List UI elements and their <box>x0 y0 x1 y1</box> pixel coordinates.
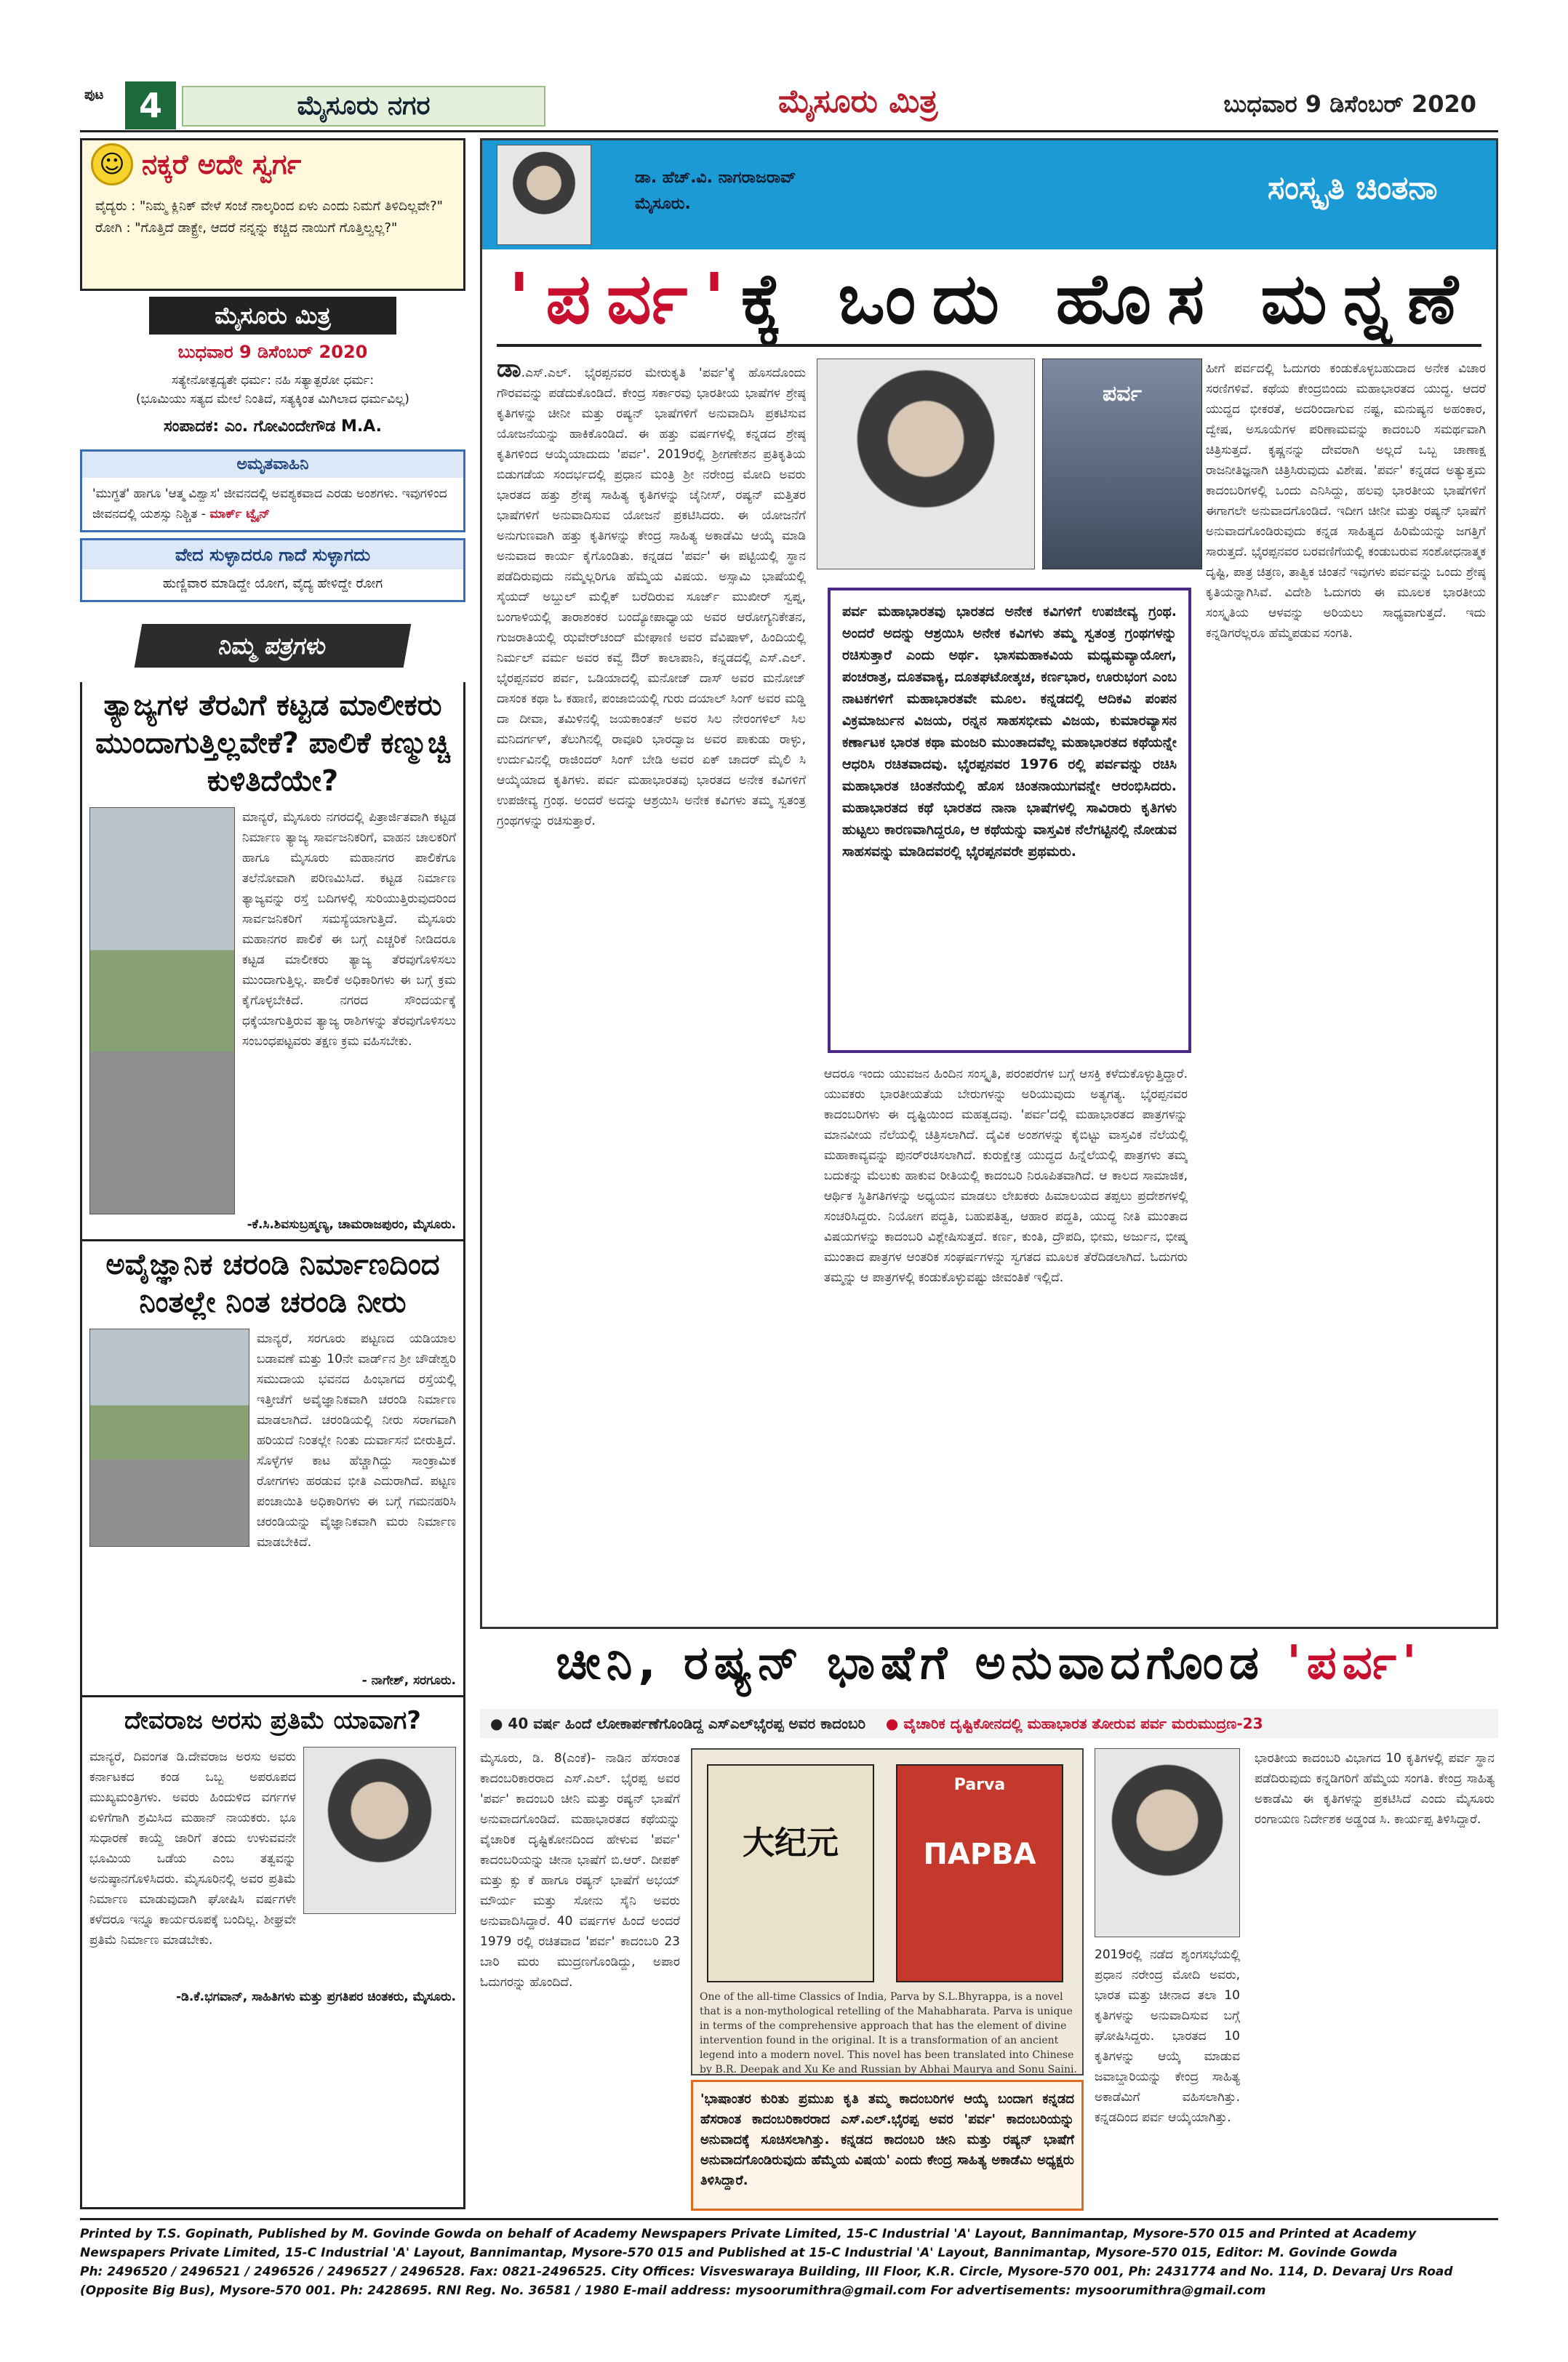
laughing-face-icon: ☺ <box>91 143 133 185</box>
proverb-box-title: ವೇದ ಸುಳ್ಳಾದರೂ ಗಾದೆ ಸುಳ್ಳಾಗದು <box>82 540 463 569</box>
imprint-line: Ph: 2496520 / 2496521 / 2496526 / 2496527 / 2496528. Fax: 0821-2496525. City Offices: Visveswaraya Building, III Floor, K.R. Circle, Mysore-570 001, Ph: 2431774 and No. 114, D. Devaraj Urs Road (Opposite Big Bus), Mysore-570 001. Ph: 2428695. RNI Reg. No. 36581 / 1980 E-mail address: mysoorumithra@gmail.com For advertisements: mysoorumithra@gmail.com <box>80 2265 1453 2298</box>
article-column-2: ಆದರೂ ಇಂದು ಯುವಜನ ಹಿಂದಿನ ಸಂಸ್ಕೃತಿ, ಪರಂಪರೆಗಳ ಬಗ್ಗೆ ಆಸಕ್ತಿ ಕಳೆದುಕೊಳ್ಳುತ್ತಿದ್ದಾರೆ. ಯುವಕರು ಭಾರತೀಯತೆಯ ಬೇರುಗಳನ್ನು ಅರಿಯುವುದು ಅತ್ಯಗತ್ಯ. ಭೈರಪ್ಪನವರ ಕಾದಂಬರಿಗಳು ಈ ದೃಷ್ಟಿಯಿಂದ ಮಹತ್ವದವು. 'ಪರ್ವ'ದಲ್ಲಿ ಮಹಾಭಾರತದ ಪಾತ್ರಗಳನ್ನು ಮಾನವೀಯ ನೆಲೆಯಲ್ಲಿ ಚಿತ್ರಿಸಲಾಗಿದೆ. ದೈವಿಕ ಅಂಶಗಳನ್ನು ಕೈಬಿಟ್ಟು ವಾಸ್ತವಿಕ ನೆಲೆಯಲ್ಲಿ ಮಹಾಕಾವ್ಯವನ್ನು ಪುನರ್‌ರಚಿಸಲಾಗಿದೆ. ಕುರುಕ್ಷೇತ್ರ ಯುದ್ಧದ ಹಿನ್ನೆಲೆಯಲ್ಲಿ ಪಾತ್ರಗಳು ತಮ್ಮ ಬದುಕನ್ನು ಮೆಲುಕು ಹಾಕುವ ರೀತಿಯಲ್ಲಿ ಕಾದಂಬರಿ ನಿರೂಪಿತವಾಗಿದೆ. ಆ ಕಾಲದ ಸಾಮಾಜಿಕ, ಆರ್ಥಿಕ ಸ್ಥಿತಿಗತಿಗಳನ್ನು ಅಧ್ಯಯನ ಮಾಡಲು ಲೇಖಕರು ಹಿಮಾಲಯದ ತಪ್ಪಲು ಪ್ರದೇಶಗಳಲ್ಲಿ ಸಂಚರಿಸಿದ್ದರು. ನಿಯೋಗ ಪದ್ಧತಿ, ಬಹುಪತಿತ್ವ, ಆಹಾರ ಪದ್ಧತಿ, ಯುದ್ಧ ನೀತಿ ಮುಂತಾದ ವಿಷಯಗಳನ್ನು ಕಾದಂಬರಿ ವಿಶ್ಲೇಷಿಸುತ್ತದೆ. ಕರ್ಣ, ಕುಂತಿ, ದ್ರೌಪದಿ, ಭೀಮ, ಅರ್ಜುನ, ಭೀಷ್ಮ ಮುಂತಾದ ಪಾತ್ರಗಳ ಆಂತರಿಕ ಸಂಘರ್ಷಗಳನ್ನು ಸ್ವಗತದ ಮೂಲಕ ತೆರೆದಿಡಲಾಗಿದೆ. ಓದುಗರು ತಮ್ಮನ್ನು ಆ ಪಾತ್ರಗಳಲ್ಲಿ ಕಂಡುಕೊಳ್ಳುವಷ್ಟು ಜೀವಂತಿಕೆ ಇಲ್ಲಿದೆ. <box>824 1067 1188 1285</box>
imprint-footer <box>80 2218 1498 2300</box>
letter-headline: ಅವೈಜ್ಞಾನಿಕ ಚರಂಡಿ ನಿರ್ಮಾಣದಿಂದ ನಿಂತಲ್ಲೇ ನಿಂತ ಚರಂಡಿ ನೀರು <box>82 1239 463 1326</box>
quote-of-day-box <box>80 449 465 532</box>
letter-signature: -ಕೆ.ಸಿ.ಶಿವಸುಬ್ರಹ್ಮಣ್ಯ, ಚಾಮರಾಜಪುರಂ, ಮೈಸೂರು. <box>247 1217 456 1232</box>
article-title-highlight: 'ಪರ್ವ' <box>508 258 741 340</box>
book-caption: One of the all-time Classics of India, Parva by S.L.Bhyrappa, is a novel that is a non-mythological retelling of the Mahabharata. Parva is unique in terms of the comprehensive approach that has the element of divine intervention found in the original. It is a transformation of an ancient legend into a modern novel. This novel has been translated into Chinese by B.R. Deepak and Xu Ke and Russian by Abhai Maurya and Sonu Saini. <box>700 1991 1077 2075</box>
mini-masthead-date: ಬುಧವಾರ 9 ಡಿಸೆಂಬರ್ 2020 <box>177 342 368 362</box>
dropcap: ಡಾ <box>497 359 521 383</box>
author-name: ಡಾ. ಹೆಚ್.ವಿ. ನಾಗರಾಜರಾವ್ <box>635 169 796 187</box>
article-title-rest: ಕ್ಕೆ ಒಂದು ಹೊಸ ಮನ್ನಣೆ <box>740 258 1474 340</box>
letters-section <box>80 682 465 2209</box>
letter-signature: -ಡಿ.ಕೆ.ಭಗವಾನ್, ಸಾಹಿತಿಗಳು ಮತ್ತು ಪ್ರಗತಿಪರ ಚಿಂತಕರು, ಮೈಸೂರು. <box>176 1990 456 2004</box>
kicker-item: ● ವೈಚಾರಿಕ ದೃಷ್ಟಿಕೋನದಲ್ಲಿ ಮಹಾಭಾರತ ತೋರುವ ಪರ್ವ ಮರುಮುದ್ರಣ-23 <box>885 1715 1263 1732</box>
translation-column-2: 2019ರಲ್ಲಿ ನಡೆದ ಶೃಂಗಸಭೆಯಲ್ಲಿ ಪ್ರಧಾನ ನರೇಂದ್ರ ಮೋದಿ ಅವರು, ಭಾರತ ಮತ್ತು ಚೀನಾದ ತಲಾ 10 ಕೃತಿಗಳನ್ನು ಅನುವಾದಿಸುವ ಬಗ್ಗೆ ಘೋಷಿಸಿದ್ದರು. ಭಾರತದ 10 ಕೃತಿಗಳನ್ನು ಆಯ್ಕೆ ಮಾಡುವ ಜವಾಬ್ದಾರಿಯನ್ನು ಕೇಂದ್ರ ಸಾಹಿತ್ಯ ಅಕಾಡೆಮಿಗೆ ವಹಿಸಲಾಗಿತ್ತು. ಕನ್ನಡದಿಂದ ಪರ್ವ ಆಯ್ಕೆಯಾಗಿತ್ತು. <box>1095 1947 1240 2125</box>
quote-author: ಮಾರ್ಕ್ ಟ್ವೈನ್ <box>209 507 271 521</box>
article-title <box>497 258 1486 341</box>
section-name: ಮೈಸೂರು ನಗರ <box>182 86 545 127</box>
column-name: ಸಂಸ್ಕೃತಿ ಚಿಂತನಾ <box>1268 169 1438 207</box>
translation-title-main: ಚೀನಿ, ರಷ್ಯನ್ ಭಾಷೆಗೆ ಅನುವಾದಗೊಂಡ <box>556 1636 1265 1690</box>
joke-text <box>82 188 463 247</box>
parva-book-cover: ಪರ್ವ <box>1042 359 1202 569</box>
article-text: .ಎಸ್.ಎಲ್. ಭೈರಪ್ಪನವರ ಮೇರುಕೃತಿ 'ಪರ್ವ'ಕ್ಕೆ ಹೊಸದೊಂದು ಗೌರವವನ್ನು ಪಡೆದುಕೊಂಡಿದೆ. ಕೇಂದ್ರ ಸರ್ಕಾರವು ಭಾರತೀಯ ಭಾಷೆಗಳ ಶ್ರೇಷ್ಠ ಕೃತಿಗಳನ್ನು ಚೀನೀ ಮತ್ತು ರಷ್ಯನ್ ಭಾಷೆಗಳಿಗೆ ಅನುವಾದಿಸಿ ಪ್ರಕಟಿಸುವ ಯೋಜನೆಯನ್ನು ಹಾಕಿಕೊಂಡಿದೆ. ಈ ಹತ್ತು ವರ್ಷಗಳಲ್ಲಿ ಕನ್ನಡದ ಶ್ರೇಷ್ಠ ಕೃತಿಗಳಿಂದ ಆಯ್ಕೆಯಾದುದು 'ಪರ್ವ'. 2019ರಲ್ಲಿ ಶ್ರೀಗಣೇಶನ ಪ್ರತಿಕೃತಿಯ ಬಿಡುಗಡೆಯ ಸಂದರ್ಭದಲ್ಲಿ ಪ್ರಧಾನ ಮಂತ್ರಿ ಶ್ರೀ ನರೇಂದ್ರ ಮೋದಿ ಅವರು ಭಾರತದ ಹತ್ತು ಶ್ರೇಷ್ಠ ಸಾಹಿತ್ಯ ಕೃತಿಗಳನ್ನು ಚೈನೀಸ್, ರಷ್ಯನ್ ಮತ್ತಿತರ ಭಾಷೆಗಳಿಗೆ ಅನುವಾದಿಸುವ ಯೋಜನೆ ಪ್ರಕಟಿಸಿದರು. ಈ ಯೋಜನೆಗೆ ಅನುಗುಣವಾಗಿ ಹತ್ತು ಕೃತಿಗಳನ್ನು ಕೇಂದ್ರ ಸಾಹಿತ್ಯ ಅಕಾಡೆಮಿ ಆಯ್ಕೆ ಮಾಡಿ ಅನುವಾದ ಕಾರ್ಯ ಕೈಗೊಂಡಿತು. ಕನ್ನಡದ 'ಪರ್ವ' ಈ ಪಟ್ಟಿಯಲ್ಲಿ ಸ್ಥಾನ ಪಡೆದಿರುವುದು ನಮ್ಮೆಲ್ಲರಿಗೂ ಹೆಮ್ಮೆಯ ವಿಷಯ. ಅಸ್ಸಾಮಿ ಭಾಷೆಯಲ್ಲಿ ಸೈಯದ್ ಅಬ್ದುಲ್ ಮಲ್ಲಿಕ್ ಬರೆದಿರುವ ಸೂರ್ಜ್ ಮುಖೀರ್ ಸ್ವಪ್ನ, ಬಂಗಾಳಿಯಲ್ಲಿ ತಾರಾಶಂಕರ ಬಂದ್ಯೋಪಾಧ್ಯಾಯ ಅವರ ಆರೋಗ್ಯನಿಕೇತನ, ಗುಜರಾತಿಯಲ್ಲಿ ಝವೇರ್‌ಚಂದ್ ಮೇಘಾಣಿ ಅವರ ವೆವಿಷಾಳ್, ಹಿಂದಿಯಲ್ಲಿ ನಿರ್ಮಲ್ ವರ್ಮ ಅವರ ಕವ್ವೆ ಔರ್ ಕಾಲಾಪಾನಿ, ಕನ್ನಡದಲ್ಲಿ ಎಸ್.ಎಲ್. ಭೈರಪ್ಪನವರ ಪರ್ವ, ಒಡಿಯಾದಲ್ಲಿ ಮನೋಜ್ ದಾಸ್ ಅವರ ಮನೋಜ್ ದಾಸಂಕ ಕಥಾ ಓ ಕಹಾಣಿ, ಪಂಜಾಬಿಯಲ್ಲಿ ಗುರು ದಯಾಲ್ ಸಿಂಗ್ ಅವರ ಮಡ್ಡಿ ದಾ ದೀವಾ, ತಮಿಳಿನಲ್ಲಿ ಜಯಕಾಂತನ್ ಅವರ ಸಿಲ ನೇರಂಗಳಿಲ್ ಸಿಲ ಮನಿದರ್ಗಳ್, ತೆಲುಗಿನಲ್ಲಿ ರಾವೂರಿ ಭಾರದ್ವಾಜ ಅವರ ಪಾಕುಡು ರಾಳ್ಳು, ಉರ್ದುವಿನಲ್ಲಿ ರಾಜಿಂದರ್ ಸಿಂಗ್ ಬೇಡಿ ಅವರ ಏಕ್ ಚಾದರ್ ಮೈಲಿ ಸಿ ಆಯ್ಕೆಯಾದ ಕೃತಿಗಳು. ಪರ್ವ ಮಹಾಭಾರತವು ಭಾರತದ ಅನೇಕ ಕವಿಗಳಿಗೆ ಉಪಜೀವ್ಯ ಗ್ರಂಥ. ಅಂದರೆ ಅದನ್ನು ಆಶ್ರಯಿಸಿ ಅನೇಕ ಕವಿಗಳು ತಮ್ಮ ಸ್ವತಂತ್ರ ಗ್ರಂಥಗಳನ್ನು ರಚಿಸುತ್ತಾರೆ. <box>497 366 806 828</box>
devaraj-urs-photo <box>303 1747 456 1914</box>
letter-body: ಮಾನ್ಯರೆ, ಸರಗೂರು ಪಟ್ಟಣದ ಯಡಿಯಾಲ ಬಡಾವಣೆ ಮತ್ತು 10ನೇ ವಾರ್ಡ್‌ನ ಶ್ರೀ ಚೌಡೇಶ್ವರಿ ಸಮುದಾಯ ಭವನದ ಹಿಂಭಾಗದ ರಸ್ತೆಯಲ್ಲಿ ಇತ್ತೀಚೆಗೆ ಅವೈಜ್ಞಾನಿಕವಾಗಿ ಚರಂಡಿ ನಿರ್ಮಾಣ ಮಾಡಲಾಗಿದೆ. ಚರಂಡಿಯಲ್ಲಿ ನೀರು ಸರಾಗವಾಗಿ ಹರಿಯದೆ ನಿಂತಲ್ಲೇ ನಿಂತು ದುರ್ವಾಸನೆ ಬೀರುತ್ತಿದೆ. ಸೊಳ್ಳೆಗಳ ಕಾಟ ಹೆಚ್ಚಾಗಿದ್ದು ಸಾಂಕ್ರಾಮಿಕ ರೋಗಗಳು ಹರಡುವ ಭೀತಿ ಎದುರಾಗಿದೆ. ಪಟ್ಟಣ ಪಂಚಾಯಿತಿ ಅಧಿಕಾರಿಗಳು ಈ ಬಗ್ಗೆ ಗಮನಹರಿಸಿ ಚರಂಡಿಯನ್ನು ವೈಜ್ಞಾನಿಕವಾಗಿ ಮರು ನಿರ್ಮಾಣ ಮಾಡಬೇಕಿದೆ. <box>257 1332 456 1550</box>
quote-box-title: ಅಮೃತವಾಹಿನಿ <box>82 452 463 478</box>
left-column <box>80 138 465 2211</box>
book-covers-panel <box>691 1748 1084 2075</box>
translation-article <box>480 1636 1498 2211</box>
article-column-1 <box>497 359 806 1617</box>
letter-headline: ತ್ಯಾಜ್ಯಗಳ ತೆರವಿಗೆ ಕಟ್ಟಡ ಮಾಲೀಕರು ಮುಂದಾಗುತ್ತಿಲ್ಲವೇಕೆ? ಪಾಲಿಕೆ ಕಣ್ಮುಚ್ಚಿ ಕುಳಿತಿದೆಯೇ? <box>95 689 450 798</box>
joke-line: ವೈದ್ಯರು : "ನಿಮ್ಮ ಕ್ಲಿನಿಕ್ ವೇಳೆ ಸಂಜೆ ನಾಲ್ಕರಿಂದ ಏಳು ಎಂದು ನಿಮಗೆ ತಿಳಿದಿಲ್ಲವೇ?" <box>95 199 443 214</box>
translation-column-3: ಭಾರತೀಯ ಕಾದಂಬರಿ ವಿಭಾಗದ 10 ಕೃತಿಗಳಲ್ಲಿ ಪರ್ವ ಸ್ಥಾನ ಪಡೆದಿರುವುದು ಕನ್ನಡಿಗರಿಗೆ ಹೆಮ್ಮೆಯ ಸಂಗತಿ. ಕೇಂದ್ರ ಸಾಹಿತ್ಯ ಅಕಾಡೆಮಿ ಈ ಕೃತಿಗಳನ್ನು ಪ್ರಕಟಿಸಿದೆ ಎಂದು ಮೈಸೂರು ರಂಗಾಯಣ ನಿರ್ದೇಶಕ ಅಡ್ಡಂಡ ಸಿ. ಕಾರ್ಯಪ್ಪ ತಿಳಿಸಿದ್ದಾರೆ. <box>1255 1751 1495 1827</box>
main-article <box>480 138 1498 1629</box>
joke-title: ನಕ್ಕರೆ ಅದೇ ಸ್ವರ್ಗ <box>142 148 302 180</box>
article-pull-quote: ಪರ್ವ ಮಹಾಭಾರತವು ಭಾರತದ ಅನೇಕ ಕವಿಗಳಿಗೆ ಉಪಜೀವ್ಯ ಗ್ರಂಥ. ಅಂದರೆ ಅದನ್ನು ಆಶ್ರಯಿಸಿ ಅನೇಕ ಕವಿಗಳು ತಮ್ಮ ಸ್ವತಂತ್ರ ಗ್ರಂಥಗಳನ್ನು ರಚಿಸುತ್ತಾರೆ ಎಂದು ಅರ್ಥ. ಭಾಸಮಹಾಕವಿಯ ಮಧ್ಯಮವ್ಯಾಯೋಗ, ಪಂಚರಾತ್ರ, ದೂತವಾಕ್ಯ, ದೂತಘಟೋತ್ಕಚ, ಕರ್ಣಭಾರ, ಊರುಭಂಗ ಎಂಬ ನಾಟಕಗಳಿಗೆ ಮಹಾಭಾರತವೇ ಮೂಲ. ಕನ್ನಡದಲ್ಲಿ ಆದಿಕವಿ ಪಂಪನ ವಿಕ್ರಮಾರ್ಜುನ ವಿಜಯ, ರನ್ನನ ಸಾಹಸಭೀಮ ವಿಜಯ, ಕುಮಾರವ್ಯಾಸನ ಕರ್ಣಾಟಕ ಭಾರತ ಕಥಾ ಮಂಜರಿ ಮುಂತಾದವೆಲ್ಲ ಮಹಾಭಾರತದ ಕಥೆಯನ್ನೇ ಆಧರಿಸಿ ರಚಿತವಾದವು. ಭೈರಪ್ಪನವರ 1976 ರಲ್ಲಿ ಪರ್ವವನ್ನು ರಚಿಸಿ ಮಹಾಭಾರತ ಚಿಂತನೆಯಲ್ಲಿ ಹೊಸ ಚಿಂತನಾಯುಗವನ್ನೇ ಆರಂಭಿಸಿದರು. ಮಹಾಭಾರತದ ಕಥೆ ಭಾರತದ ನಾನಾ ಭಾಷೆಗಳಲ್ಲಿ ಸಾವಿರಾರು ಕೃತಿಗಳು ಹುಟ್ಟಲು ಕಾರಣವಾಗಿದ್ದರೂ, ಆ ಕಥೆಯನ್ನು ವಾಸ್ತವಿಕ ನೆಲೆಗಟ್ಟಿನಲ್ಲಿ ನೋಡುವ ಸಾಹಸವನ್ನು ಮಾಡಿದವರಲ್ಲಿ ಭೈರಪ್ಪನವರೇ ಪ್ರಥಮರು. <box>828 588 1191 1053</box>
translation-kicker <box>480 1709 1498 1738</box>
editor-line: ಸಂಪಾದಕ: ಎಂ. ಗೋವಿಂದೇಗೌಡ M.A. <box>163 417 383 436</box>
author-city: ಮೈಸೂರು. <box>635 195 691 213</box>
joke-header <box>82 140 463 188</box>
motto-line: (ಭೂಮಿಯು ಸತ್ಯದ ಮೇಲೆ ನಿಂತಿದೆ, ಸತ್ಯಕ್ಕಿಂತ ಮಿಗಿಲಾದ ಧರ್ಮವಿಲ್ಲ) <box>136 392 409 407</box>
letter-body: ಮಾನ್ಯರೆ, ದಿವಂಗತ ಡಿ.ದೇವರಾಜ ಅರಸು ಅವರು ಕರ್ನಾಟಕದ ಕಂಡ ಒಬ್ಬ ಅಪರೂಪದ ಮುಖ್ಯಮಂತ್ರಿಗಳು. ಅವರು ಹಿಂದುಳಿದ ವರ್ಗಗಳ ಏಳಿಗೆಗಾಗಿ ಶ್ರಮಿಸಿದ ಮಹಾನ್ ನಾಯಕರು. ಭೂ ಸುಧಾರಣೆ ಕಾಯ್ದೆ ಜಾರಿಗೆ ತಂದು ಉಳುವವನೇ ಭೂಮಿಯ ಒಡೆಯ ಎಂಬ ತತ್ವವನ್ನು ಅನುಷ್ಠಾನಗೊಳಿಸಿದರು. ಮೈಸೂರಿನಲ್ಲಿ ಅವರ ಪ್ರತಿಮೆ ನಿರ್ಮಾಣ ಮಾಡುವುದಾಗಿ ಘೋಷಿಸಿ ವರ್ಷಗಳೇ ಕಳೆದರೂ ಇನ್ನೂ ಕಾರ್ಯರೂಪಕ್ಕೆ ಬಂದಿಲ್ಲ. ಶೀಘ್ರವೇ ಪ್ರತಿಮೆ ನಿರ್ಮಾಣ ಮಾಡಬೇಕು. <box>89 1750 296 1947</box>
author-byline <box>635 165 796 217</box>
translation-title-highlight: 'ಪರ್ವ' <box>1287 1636 1423 1690</box>
proverb-box <box>80 538 465 602</box>
waste-pile-photo <box>89 807 235 1214</box>
title-rule <box>497 344 1481 347</box>
bhyrappa-photo <box>817 359 1035 569</box>
highlight-box: 'ಭಾಷಾಂತರ ಕುರಿತು ಪ್ರಮುಖ ಕೃತಿ ತಮ್ಮ ಕಾದಂಬರಿಗಳ ಆಯ್ಕೆ ಬಂದಾಗ ಕನ್ನಡದ ಹೆಸರಾಂತ ಕಾದಂಬರಿಕಾರರಾದ ಎಸ್.ಎಲ್.ಭೈರಪ್ಪ ಅವರ 'ಪರ್ವ' ಕಾದಂಬರಿಯನ್ನು ಅನುವಾದಕ್ಕೆ ಸೂಚಿಸಲಾಗಿತ್ತು. ಕನ್ನಡದ ಕಾದಂಬರಿ ಚೀನಿ ಮತ್ತು ರಷ್ಯನ್ ಭಾಷೆಗೆ ಅನುವಾದಗೊಂಡಿರುವುದು ಹೆಮ್ಮೆಯ ವಿಷಯ' ಎಂದು ಕೇಂದ್ರ ಸಾಹಿತ್ಯ ಅಕಾಡೆಮಿ ಅಧ್ಯಕ್ಷರು ತಿಳಿಸಿದ್ದಾರೆ. <box>691 2080 1084 2211</box>
drain-photo <box>89 1329 249 1547</box>
author-photo <box>497 145 591 245</box>
mini-masthead-logo: ಮೈಸೂರು ಮಿತ್ರ <box>149 297 396 335</box>
imprint-line: Printed by T.S. Gopinath, Published by M. Govinde Gowda on behalf of Academy Newspapers Private Limited, 15-C Industrial 'A' Layout, Bannimantap, Mysore-570 015 and Printed at Academy Newspapers Private Limited, 15-C Industrial 'A' Layout, Bannimantap, Mysore-570 015 and Published at 15-C Industrial 'A' Layout, Bannimantap, Mysore-570 015, Editor: M. Govinde Gowda <box>80 2227 1417 2260</box>
article-column-3: ಹೀಗೆ ಪರ್ವದಲ್ಲಿ ಓದುಗರು ಕಂಡುಕೊಳ್ಳಬಹುದಾದ ಅನೇಕ ವಿಚಾರ ಸರಣಿಗಳಿವೆ. ಕಥೆಯ ಕೇಂದ್ರಬಿಂದು ಮಹಾಭಾರತದ ಯುದ್ಧ. ಆದರೆ ಯುದ್ಧದ ಭೀಕರತೆ, ಅದರಿಂದಾಗುವ ನಷ್ಟ, ಮನುಷ್ಯನ ಅಹಂಕಾರ, ದ್ವೇಷ, ಅಸೂಯೆಗಳ ಪರಿಣಾಮವನ್ನು ಕಾದಂಬರಿ ಸಮರ್ಥವಾಗಿ ಚಿತ್ರಿಸುತ್ತದೆ. ಕೃಷ್ಣನನ್ನು ದೇವರಾಗಿ ಅಲ್ಲದೆ ಒಬ್ಬ ಚಾಣಾಕ್ಷ ರಾಜನೀತಿಜ್ಞನಾಗಿ ಚಿತ್ರಿಸಿರುವುದು ವಿಶೇಷ. 'ಪರ್ವ' ಕನ್ನಡದ ಅತ್ಯುತ್ತಮ ಕಾದಂಬರಿಗಳಲ್ಲಿ ಒಂದು ಎನಿಸಿದ್ದು, ಹಲವು ಭಾರತೀಯ ಭಾಷೆಗಳಿಗೆ ಈಗಾಗಲೇ ಅನುವಾದಗೊಂಡಿದೆ. ಇದೀಗ ಚೀನೀ ಮತ್ತು ರಷ್ಯನ್ ಭಾಷೆಗೆ ಅನುವಾದಗೊಂಡಿರುವುದು ಕನ್ನಡ ಸಾಹಿತ್ಯದ ಹಿರಿಮೆಯನ್ನು ಜಗತ್ತಿಗೆ ಸಾರುತ್ತದೆ. ಭೈರಪ್ಪನವರ ಬರವಣಿಗೆಯಲ್ಲಿ ಕಂಡುಬರುವ ಸಂಶೋಧನಾತ್ಮಕ ದೃಷ್ಟಿ, ಪಾತ್ರ ಚಿತ್ರಣ, ತಾತ್ವಿಕ ಚಿಂತನೆ ಇವುಗಳು ಪರ್ವವನ್ನು ಒಂದು ಶ್ರೇಷ್ಠ ಕೃತಿಯನ್ನಾಗಿಸಿವೆ. ವಿದೇಶಿ ಓದುಗರು ಈ ಮೂಲಕ ಭಾರತೀಯ ಸಂಸ್ಕೃತಿಯ ಆಳವನ್ನು ಅರಿಯಲು ಸಾಧ್ಯವಾಗುತ್ತದೆ. ಇದು ಕನ್ನಡಿಗರೆಲ್ಲರೂ ಹೆಮ್ಮೆಪಡುವ ಸಂಗತಿ. <box>1206 361 1486 641</box>
russian-edition-cover <box>896 1764 1063 1982</box>
russian-top-label: Parva <box>953 1776 1006 1794</box>
quote-box-text <box>82 478 463 530</box>
letter-headline: ದೇವರಾಜ ಅರಸು ಪ್ರತಿಮೆ ಯಾವಾಗ? <box>82 1695 463 1744</box>
letter-signature: - ನಾಗೇಶ್, ಸರಗೂರು. <box>361 1673 456 1688</box>
issue-date: ಬುಧವಾರ 9 ಡಿಸೆಂಬರ್ 2020 <box>1223 90 1476 118</box>
joke-line: ರೋಗಿ : "ಗೊತ್ತಿದೆ ಡಾಕ್ಟ್ರೇ, ಆದರೆ ನನ್ನನ್ನು ಕಚ್ಚಿದ ನಾಯಿಗೆ ಗೊತ್ತಿಲ್ವಲ್ಲ?" <box>95 220 398 236</box>
joke-box <box>80 138 465 291</box>
quote-text: 'ಮುಗ್ಧತೆ' ಹಾಗೂ 'ಆತ್ಮ ವಿಶ್ವಾಸ' ಜೀವನದಲ್ಲಿ ಅವಶ್ಯಕವಾದ ಎರಡು ಅಂಶಗಳು. ಇವುಗಳಿಂದ ಜೀವನದಲ್ಲಿ ಯಶಸ್ಸು ನಿಶ್ಚಿತ - <box>92 487 447 521</box>
kicker-item: ● 40 ವರ್ಷ ಹಿಂದೆ ಲೋಕಾರ್ಪಣೆಗೊಂಡಿದ್ದ ಎಸ್‌ಎಲ್‌ಭೈರಪ್ಪ ಅವರ ಕಾದಂಬರಿ <box>490 1715 866 1732</box>
newspaper-logo: ಮೈಸೂರು ಮಿತ್ರ <box>778 83 938 120</box>
chinese-title: 大纪元 <box>743 1825 839 1862</box>
russian-title: ПАРВА <box>923 1838 1036 1871</box>
motto-line: ಸತ್ಯೇನೋತ್ಪದ್ಯತೇ ಧರ್ಮ: ನಹಿ ಸತ್ಯಾತ್ಪರೋ ಧರ್ಮ: <box>171 373 375 388</box>
bhyrappa-portrait <box>1095 1748 1240 1937</box>
letters-section-title: ನಿಮ್ಮ ಪತ್ರಗಳು <box>135 624 412 668</box>
page-masthead <box>80 81 1498 132</box>
proverb-text: ಹುಣ್ಣಿವಾರ ಮಾಡಿದ್ದೇ ಯೋಗ, ವೈದ್ಯ ಹೇಳಿದ್ದೇ ರೋಗ <box>162 576 383 591</box>
page-number: 4 <box>125 81 176 129</box>
page-label: ಪುಟ <box>84 87 104 103</box>
chinese-edition-cover <box>707 1764 874 1982</box>
masthead-motto <box>80 371 465 409</box>
translation-article-title <box>480 1636 1498 1690</box>
letter-body: ಮಾನ್ಯರೆ, ಮೈಸೂರು ನಗರದಲ್ಲಿ ಪಿತ್ರಾರ್ಜಿತವಾಗಿ ಕಟ್ಟಡ ನಿರ್ಮಾಣ ತ್ಯಾಜ್ಯ ಸಾರ್ವಜನಿಕರಿಗೆ, ವಾಹನ ಚಾಲಕರಿಗೆ ಹಾಗೂ ಮೈಸೂರು ಮಹಾನಗರ ಪಾಲಿಕೆಗೂ ತಲೆನೋವಾಗಿ ಪರಿಣಮಿಸಿದೆ. ಕಟ್ಟಡ ನಿರ್ಮಾಣ ತ್ಯಾಜ್ಯವನ್ನು ರಸ್ತೆ ಬದಿಗಳಲ್ಲಿ ಸುರಿಯುತ್ತಿರುವುದರಿಂದ ಸಾರ್ವಜನಿಕರಿಗೆ ಸಮಸ್ಯೆಯಾಗುತ್ತಿದೆ. ಮೈಸೂರು ಮಹಾನಗರ ಪಾಲಿಕೆ ಈ ಬಗ್ಗೆ ಎಚ್ಚರಿಕೆ ನೀಡಿದರೂ ಕಟ್ಟಡ ಮಾಲೀಕರು ತ್ಯಾಜ್ಯ ತೆರವುಗೊಳಿಸಲು ಮುಂದಾಗುತ್ತಿಲ್ಲ. ಪಾಲಿಕೆ ಅಧಿಕಾರಿಗಳು ಈ ಬಗ್ಗೆ ಕ್ರಮ ಕೈಗೊಳ್ಳಬೇಕಿದೆ. ನಗರದ ಸೌಂದರ್ಯಕ್ಕೆ ಧಕ್ಕೆಯಾಗುತ್ತಿರುವ ತ್ಯಾಜ್ಯ ರಾಶಿಗಳನ್ನು ತೆರವುಗೊಳಿಸಲು ಸಂಬಂಧಪಟ್ಟವರು ತಕ್ಷಣ ಕ್ರಮ ವಹಿಸಬೇಕು. <box>242 810 456 1049</box>
article-header <box>482 140 1496 249</box>
translation-column-1: ಮೈಸೂರು, ಡಿ. 8(ಎಂಕೆ)- ನಾಡಿನ ಹೆಸರಾಂತ ಕಾದಂಬರಿಕಾರರಾದ ಎಸ್.ಎಲ್. ಭೈರಪ್ಪ ಅವರ 'ಪರ್ವ' ಕಾದಂಬರಿ ಚೀನಿ ಮತ್ತು ರಷ್ಯನ್ ಭಾಷೆಗೆ ಅನುವಾದಗೊಂಡಿದೆ. ಮಹಾಭಾರತದ ಕಥೆಯನ್ನು ವೈಚಾರಿಕ ದೃಷ್ಟಿಕೋನದಿಂದ ಹೇಳುವ 'ಪರ್ವ' ಕಾದಂಬರಿಯನ್ನು ಚೀನಾ ಭಾಷೆಗೆ ಬಿ.ಆರ್. ದೀಪಕ್ ಮತ್ತು ಕ್ಸು ಕೆ ಹಾಗೂ ರಷ್ಯನ್ ಭಾಷೆಗೆ ಅಭಯ್ ಮೌರ್ಯ ಮತ್ತು ಸೋನು ಸೈನಿ ಅವರು ಅನುವಾದಿಸಿದ್ದಾರೆ. 40 ವರ್ಷಗಳ ಹಿಂದೆ ಅಂದರೆ 1979 ರಲ್ಲಿ ರಚಿತವಾದ 'ಪರ್ವ' ಕಾದಂಬರಿ 23 ಬಾರಿ ಮರು ಮುದ್ರಣಗೊಂಡಿದ್ದು, ಅಪಾರ ಓದುಗರನ್ನು ಹೊಂದಿದೆ. <box>480 1751 680 1990</box>
